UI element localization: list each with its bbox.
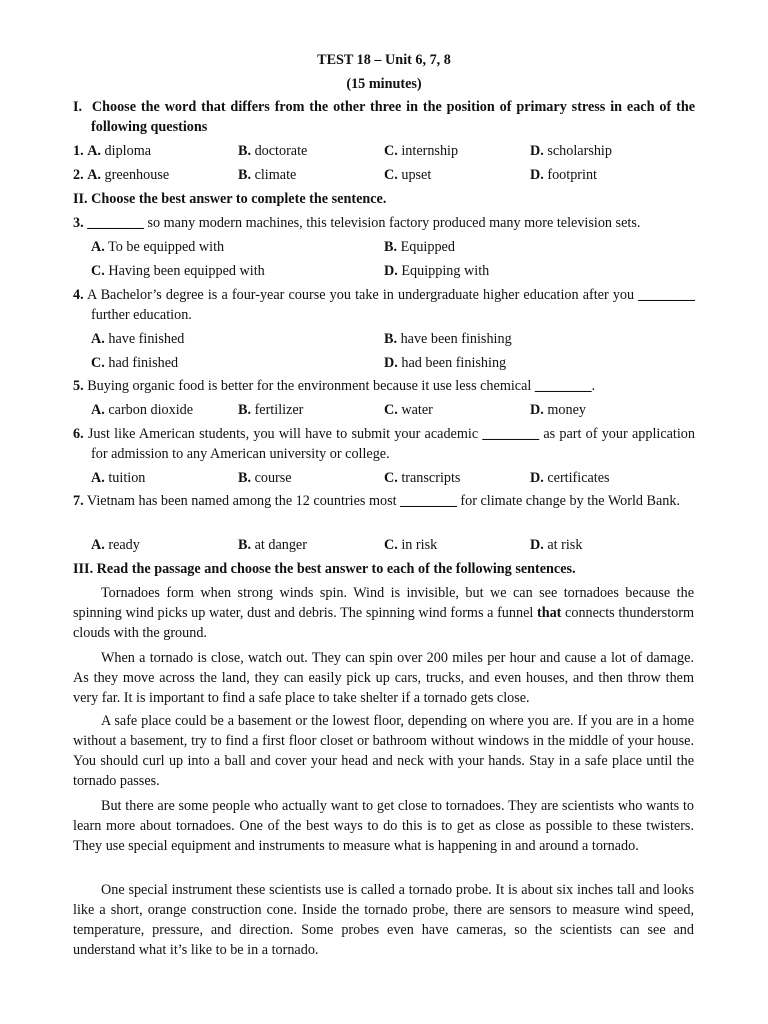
option-d: D. footprint — [530, 167, 597, 183]
option-c: C. transcripts — [384, 470, 461, 486]
option-d: D. money — [530, 402, 586, 418]
option-b: B. course — [238, 470, 292, 486]
test-title: TEST 18 – Unit 6, 7, 8 — [317, 52, 451, 68]
option-d: D. at risk — [530, 537, 583, 553]
question-number: 2. — [73, 167, 84, 183]
question-6: 6. Just like American students, you will have to submit your academic ________ as part of your application for admission to any American university or college. — [73, 426, 695, 462]
section-3-heading: III. Read the passage and choose the best answer to each of the following sentences. — [73, 561, 576, 577]
question-number: 1. — [73, 143, 84, 159]
option-c: C. upset — [384, 167, 432, 183]
option-d: D. had been finishing — [384, 355, 507, 371]
option-b: B. at danger — [238, 537, 307, 553]
passage-paragraph-3: A safe place could be a basement or the lowest floor, depending on where you are. If you are in a home without a basement, try to find a first floor closet or bathroom without windows in the middle of your house. You should curl up into a ball and cover your head and neck with your hands. Stay in a safe place until the tornado passes. — [73, 713, 694, 789]
answer-blank: ________ — [87, 215, 144, 231]
passage-paragraph-5: One special instrument these scientists use is called a tornado probe. It is about six inches tall and looks like a short, orange construction cone. Inside the tornado probe, there are sensors to measure wind speed, temperature, pressure, and direction. Some probes even have cameras, so the scientists can see and understand what it’s like to be in a tornado. — [73, 882, 694, 958]
highlighted-word: that — [536, 605, 562, 621]
option-a: A. ready — [91, 537, 140, 553]
question-5: 5. Buying organic food is better for the environment because it use less chemical ________. — [73, 378, 596, 394]
option-c: C. in risk — [384, 537, 438, 553]
option-a: A. have finished — [91, 331, 185, 347]
option-b: B. doctorate — [238, 143, 308, 159]
option-b: B. Equipped — [384, 239, 455, 255]
answer-blank: ________ — [638, 287, 695, 303]
question-4: 4. A Bachelor’s degree is a four-year course you take in undergraduate higher education after you ________ further education. — [73, 287, 695, 323]
option-d: D. scholarship — [530, 143, 612, 159]
option-a: A. tuition — [91, 470, 146, 486]
section-1-heading: I. Choose the word that differs from the other three in the position of primary stress in each of the following questions — [73, 99, 696, 135]
test-duration: (15 minutes) — [346, 76, 422, 92]
answer-blank: ________ — [482, 426, 540, 442]
option-c: C. had finished — [91, 355, 179, 371]
passage-paragraph-2: When a tornado is close, watch out. They can spin over 200 miles per hour and cause a lot of damage. As they move across the land, they can easily pick up cars, trucks, and even houses, and then throw them very far. It is important to find a safe place to take shelter if a tornado gets close. — [73, 650, 694, 706]
option-a: A. To be equipped with — [91, 239, 225, 255]
document-page: TEST 18 – Unit 6, 7, 8 (15 minutes) I. Choose the word that differs from the other three in the position of primary stress in each of the following questions 1. A. diploma B. doctorate C. internship D. scholarship 2. A. greenhouse B. climate C. upset D. footprint II. Choose the best answer to complete the sentence. 3. ________ so many modern machines, this television factory produced many more television sets. A. To be equipped with B. Equipped C. Having been equipped with D. Equipping with 4. A Bachelor’s degree is a four-year course you take in undergraduate higher education after you ________ further education. A. have finished B. have been finishing C. had finished D. had been finishing 5. Buying organic food is better for the environment because it use less chemical ________. A. carbon dioxide B. fertilizer C. water D. money 6. Just like American students, you will have to submit your academic ________ as part of your application for admission to any American university or college. A. tuition B. course C. transcripts D. certificates 7. Vietnam has been named among the 12 countries most ________ for climate change by the World Bank. A. ready B. at danger C. in risk D. at risk III. Read the passage and choose the best answer to each of the following sentences. Tornadoes form when strong winds spin. Wind is invisible, but we can see tornadoes because the spinning wind picks up water, dust and debris. The spinning wind forms a funnel that connects thunderstorm clouds with the ground. When a tornado is close, watch out. They can spin over 200 miles per hour and cause a lot of damage. As they move across the land, they can easily pick up cars, trucks, and even houses, and then throw them very far. It is important to find a safe place to take shelter if a tornado gets close. A safe place could be a basement or the lowest floor, depending on where you are. If you are in a home without a basement, try to find a first floor closet or bathroom without windows in the middle of your house. You should curl up into a ball and cover your head and neck with your hands. Stay in a safe place until the tornado passes. But there are some people who actually want to get close to tornadoes. They are scientists who wants to learn more about tornadoes. One of the best ways to do this is to get as close as possible to these twisters. They use special equipment and instruments to measure what is happening in and around a tornado. One special instrument these scientists use is called a tornado probe. It is about six inches tall and looks like a short, orange construction cone. Inside the tornado probe, there are sensors to measure wind speed, temperature, pressure, and direction. Some probes even have cameras, so the scientists can see and understand what it’s like to be in a tornado. — [0, 0, 768, 1024]
option-b: B. climate — [238, 167, 297, 183]
option-b: B. fertilizer — [238, 402, 304, 418]
answer-blank: ________ — [534, 378, 592, 394]
answer-blank: ________ — [400, 493, 457, 509]
option-c: C. water — [384, 402, 433, 418]
question-3: 3. ________ so many modern machines, this television factory produced many more television sets. — [73, 215, 641, 231]
question-7: 7. Vietnam has been named among the 12 countries most ________ for climate change by the World Bank. — [73, 493, 681, 509]
section-2-heading: II. Choose the best answer to complete the sentence. — [73, 191, 387, 207]
option-d: D. certificates — [530, 470, 610, 486]
option-a: A. carbon dioxide — [91, 402, 194, 418]
option-d: D. Equipping with — [384, 263, 490, 279]
option-c: C. Having been equipped with — [91, 263, 265, 279]
option-b: B. have been finishing — [384, 331, 512, 347]
passage-paragraph-1: Tornadoes form when strong winds spin. Wind is invisible, but we can see tornadoes because the spinning wind picks up water, dust and debris. The spinning wind forms a funnel that connects thunderstorm clouds with the ground. — [73, 585, 694, 641]
option-c: C. internship — [384, 143, 459, 159]
passage-paragraph-4: But there are some people who actually want to get close to tornadoes. They are scientists who wants to learn more about tornadoes. One of the best ways to do this is to get as close as possible to these twisters. They use special equipment and instruments to measure what is happening in and around a tornado. — [73, 798, 694, 854]
